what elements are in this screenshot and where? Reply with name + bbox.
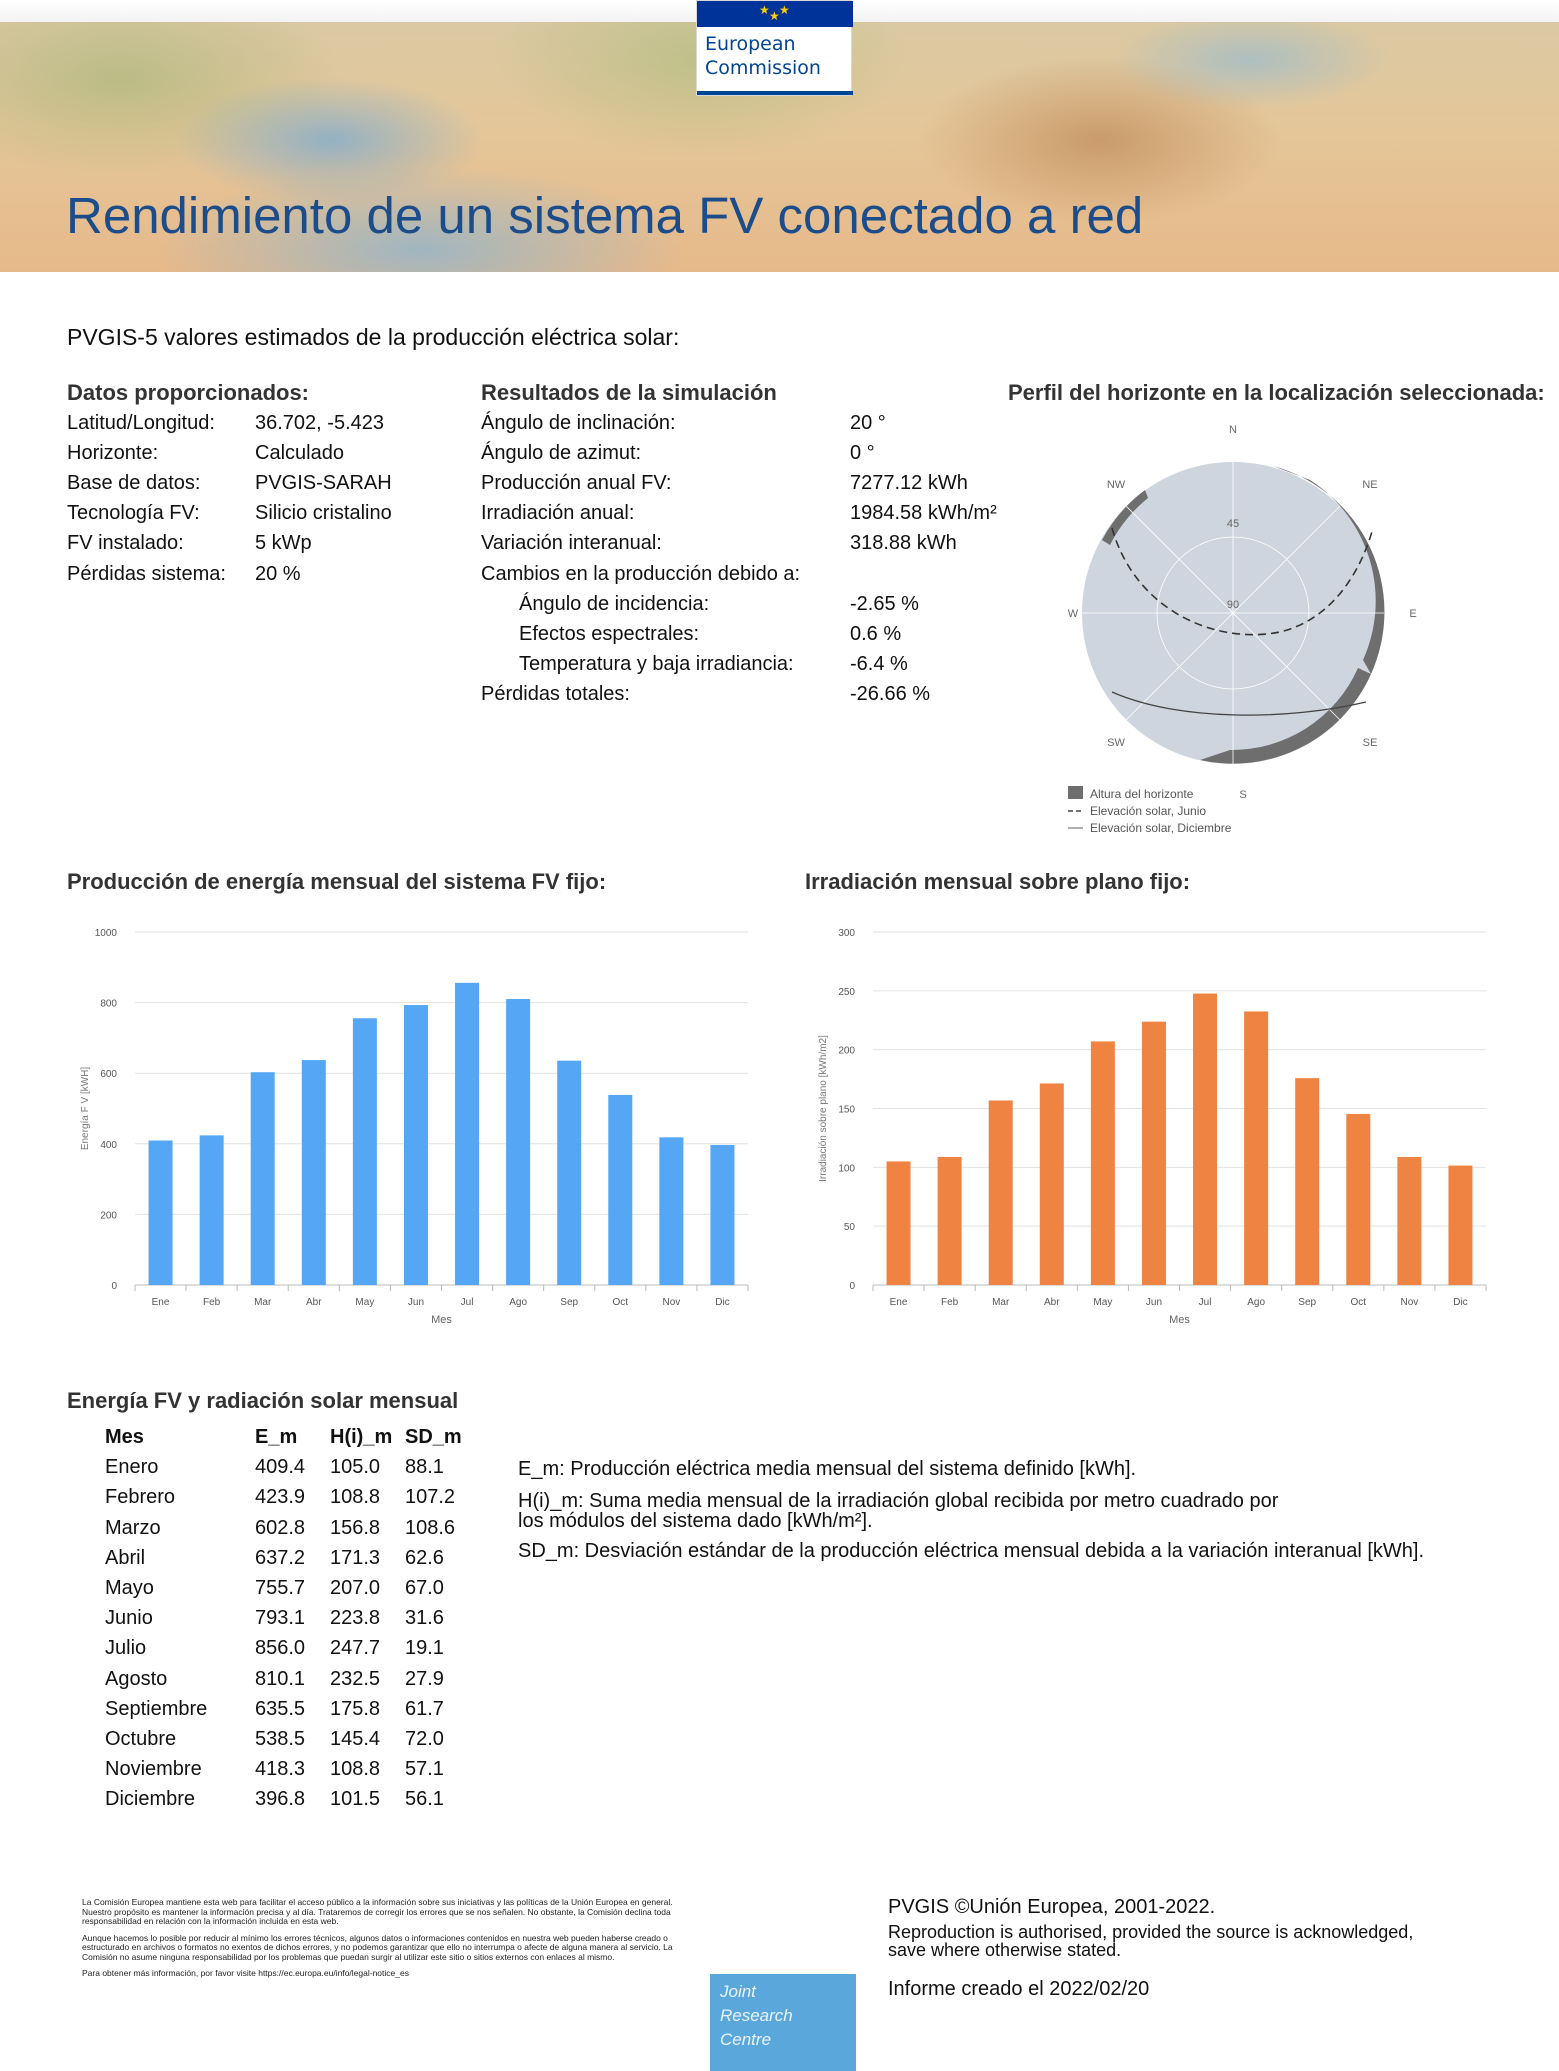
table-value-cell: 637.2 <box>255 1546 306 1569</box>
legal-paragraph: Para obtener más información, por favor visite https://ec.europa.eu/info/legal-notice_es <box>82 1968 409 1978</box>
resultado-value: 0 ° <box>850 442 875 464</box>
y-tick-label: 150 <box>838 1104 855 1116</box>
x-tick-label: Abr <box>1044 1297 1060 1308</box>
note-him-line1: H(i)_m: Suma media mensual de la irradiación global recibida por metro cuadrado por <box>518 1490 1279 1512</box>
table-value-cell: 409.4 <box>255 1456 306 1479</box>
resultado-value: 7277.12 kWh <box>850 472 968 494</box>
table-value-cell: 101.5 <box>330 1788 381 1811</box>
eu-flag-icon: ★ ★ ★ <box>697 1 853 27</box>
y-tick-label: 50 <box>843 1222 855 1234</box>
logo-text-line2: Commission <box>705 57 821 79</box>
table-value-cell: 72.0 <box>405 1728 444 1750</box>
copyright: PVGIS ©Unión Europea, 2001-2022. <box>888 1896 1216 1918</box>
x-tick-label: Jun <box>407 1297 425 1308</box>
direction-label: N <box>1229 424 1237 436</box>
datos-value: Calculado <box>255 442 344 464</box>
x-tick-label: Jun <box>1145 1297 1163 1308</box>
y-tick-label: 200 <box>838 1045 855 1057</box>
table-value-cell: 423.9 <box>255 1486 306 1509</box>
resultado-label: Variación interanual: <box>481 532 662 554</box>
table-header-cell: H(i)_m <box>330 1426 393 1448</box>
jrc-logo-text: Joint <box>720 1982 756 2001</box>
bar <box>302 1060 326 1285</box>
table-month-cell: Diciembre <box>105 1788 196 1811</box>
reproduction-line2: save where otherwise stated. <box>888 1940 1122 1960</box>
legend-swatch-horizon <box>1068 786 1083 799</box>
x-tick-label: Mar <box>254 1297 272 1308</box>
legend-label: Elevación solar, Diciembre <box>1090 821 1232 835</box>
legend-label: Elevación solar, Junio <box>1090 804 1207 818</box>
table-value-cell: 88.1 <box>405 1456 444 1479</box>
resultado-label: Temperatura y baja irradiancia: <box>519 653 794 675</box>
table-value-cell: 67.0 <box>405 1577 444 1599</box>
y-tick-label: 0 <box>111 1281 117 1292</box>
ring-label: 45 <box>1226 518 1240 530</box>
table-value-cell: 31.6 <box>405 1607 444 1630</box>
table-month-cell: Noviembre <box>105 1758 202 1781</box>
report-date: Informe creado el 2022/02/20 <box>888 1978 1150 2000</box>
x-tick-label: Ene <box>889 1297 908 1308</box>
x-tick-label: Oct <box>612 1297 629 1308</box>
x-tick-label: Ago <box>1247 1297 1266 1308</box>
datos-label: Base de datos: <box>67 472 201 494</box>
logo-text-line1: European <box>705 33 796 55</box>
table-value-cell: 57.1 <box>405 1758 444 1781</box>
resultado-value: -2.65 % <box>850 593 919 615</box>
resultados-title: Resultados de la simulación <box>481 380 777 405</box>
european-commission-logo <box>696 0 852 96</box>
table-month-cell: Enero <box>105 1456 159 1479</box>
y-tick-label: 250 <box>838 986 855 998</box>
table-value-cell: 635.5 <box>255 1697 306 1720</box>
x-tick-label: Sep <box>560 1297 579 1308</box>
resultado-label: Producción anual FV: <box>481 472 672 494</box>
resultado-label: Efectos espectrales: <box>519 623 700 645</box>
table-value-cell: 108.8 <box>330 1486 381 1509</box>
bar <box>1346 1114 1370 1285</box>
table-header-cell: Mes <box>105 1426 144 1448</box>
x-axis-label: Mes <box>431 1314 452 1326</box>
datos-value: PVGIS-SARAH <box>255 472 392 494</box>
x-tick-label: Sep <box>1298 1297 1317 1308</box>
table-header-cell: E_m <box>255 1426 298 1448</box>
datos-title: Datos proporcionados: <box>67 380 310 405</box>
resultado-value: 0.6 % <box>850 623 902 645</box>
page-title: Rendimiento de un sistema FV conectado a red <box>66 187 1144 244</box>
resultado-label: Ángulo de incidencia: <box>519 593 710 615</box>
bar <box>506 999 530 1285</box>
legal-notice <box>82 1898 692 1986</box>
bar <box>710 1145 734 1285</box>
x-tick-label: Oct <box>1350 1297 1367 1308</box>
y-tick-label: 400 <box>100 1139 117 1151</box>
table-value-cell: 755.7 <box>255 1577 306 1599</box>
legal-paragraph: Aunque hacemos lo posible por reducir al mínimo los errores técnicos, algunos datos o informaciones contenidos en nuestra web pueden haberse creado o estructurado en archivos o formatos no exentos de dichos errores, y no podemos garantizar que ello no interrumpa o afecte de alguna manera al servicio. La Comisión no asume ninguna responsabilidad por los problemas que puedan surgir al utilizar este sitio o sitios externos con enlaces al mismo. <box>82 1932 673 1962</box>
table-value-cell: 232.5 <box>330 1667 381 1690</box>
table-value-cell: 62.6 <box>405 1546 444 1569</box>
bar <box>1193 994 1217 1285</box>
y-axis-label: Energía F V [kWH] <box>80 1066 91 1151</box>
x-tick-label: May <box>1093 1297 1113 1308</box>
direction-label: NW <box>1106 479 1126 491</box>
table-value-cell: 793.1 <box>255 1607 306 1630</box>
table-value-cell: 175.8 <box>330 1697 381 1720</box>
table-value-cell: 810.1 <box>255 1667 306 1690</box>
note-em: E_m: Producción eléctrica media mensual del sistema definido [kWh]. <box>518 1458 1137 1480</box>
table-value-cell: 223.8 <box>330 1607 381 1630</box>
table-month-cell: Octubre <box>105 1728 177 1750</box>
resultado-value: 20 ° <box>850 412 886 434</box>
x-tick-label: Nov <box>662 1297 681 1308</box>
table-value-cell: 207.0 <box>330 1577 381 1599</box>
bar <box>1142 1022 1166 1285</box>
table-value-cell: 396.8 <box>255 1788 306 1811</box>
resultado-label: Cambios en la producción debido a: <box>481 563 801 585</box>
direction-label: W <box>1067 608 1079 620</box>
y-tick-label: 0 <box>849 1281 855 1292</box>
table-value-cell: 61.7 <box>405 1697 444 1720</box>
table-month-cell: Agosto <box>105 1667 168 1690</box>
table-value-cell: 107.2 <box>405 1486 456 1509</box>
resultado-label: Pérdidas totales: <box>481 683 630 705</box>
table-value-cell: 56.1 <box>405 1788 444 1811</box>
jrc-logo <box>710 1974 856 2071</box>
bar <box>1091 1041 1115 1285</box>
irradiation-chart-title: Irradiación mensual sobre plano fijo: <box>805 869 1191 894</box>
table-value-cell: 108.6 <box>405 1516 456 1539</box>
datos-value: 20 % <box>255 563 301 585</box>
resultado-value: 1984.58 kWh/m² <box>850 502 997 524</box>
direction-label: E <box>1409 608 1417 620</box>
table-value-cell: 108.8 <box>330 1758 381 1781</box>
y-tick-label: 100 <box>838 1163 855 1175</box>
x-tick-label: Jul <box>1198 1297 1212 1308</box>
table-value-cell: 19.1 <box>405 1637 444 1660</box>
x-tick-label: Jul <box>460 1297 474 1308</box>
table-value-cell: 247.7 <box>330 1637 381 1660</box>
datos-value: Silicio cristalino <box>255 502 392 524</box>
monthly-table-title: Energía FV y radiación solar mensual <box>67 1388 459 1413</box>
horizon-title: Perfil del horizonte en la localización seleccionada: <box>1008 380 1545 405</box>
ring-label: 90 <box>1226 599 1240 611</box>
direction-label: SE <box>1362 737 1378 749</box>
table-month-cell: Abril <box>105 1546 146 1569</box>
y-tick-label: 200 <box>100 1210 117 1222</box>
note-him-line2: los módulos del sistema dado [kWh/m²]. <box>518 1510 873 1532</box>
table-value-cell: 145.4 <box>330 1728 381 1750</box>
bar <box>557 1061 581 1285</box>
horizon-polar-plot <box>1040 410 1480 850</box>
datos-label: Tecnología FV: <box>67 502 200 524</box>
direction-label: SW <box>1107 737 1125 749</box>
resultado-label: Irradiación anual: <box>481 502 635 524</box>
table-month-cell: Febrero <box>105 1486 176 1509</box>
x-tick-label: Feb <box>941 1297 959 1308</box>
table-value-cell: 105.0 <box>330 1456 381 1479</box>
x-tick-label: Mar <box>992 1297 1010 1308</box>
x-tick-label: Ene <box>151 1297 170 1308</box>
bar <box>659 1137 683 1285</box>
table-value-cell: 538.5 <box>255 1728 306 1750</box>
table-value-cell: 602.8 <box>255 1516 306 1539</box>
table-value-cell: 156.8 <box>330 1516 381 1539</box>
resultado-value: 318.88 kWh <box>850 532 957 554</box>
intro-text: PVGIS-5 valores estimados de la producción eléctrica solar: <box>67 324 680 350</box>
jrc-logo-text: Research <box>720 2006 793 2025</box>
bar <box>989 1100 1013 1285</box>
table-value-cell: 27.9 <box>405 1667 444 1690</box>
reproduction-line1: Reproduction is authorised, provided the source is acknowledged, <box>888 1922 1414 1942</box>
x-tick-label: Nov <box>1400 1297 1419 1308</box>
y-tick-label: 600 <box>100 1069 117 1081</box>
bar <box>251 1072 275 1285</box>
bar <box>938 1157 962 1285</box>
energy-bar-chart <box>70 920 770 1340</box>
table-month-cell: Marzo <box>105 1516 161 1539</box>
x-tick-label: Feb <box>203 1297 221 1308</box>
bar <box>1295 1078 1319 1285</box>
resultado-value: -6.4 % <box>850 653 908 675</box>
bar <box>200 1135 224 1285</box>
datos-label: Horizonte: <box>67 442 159 464</box>
x-tick-label: May <box>355 1297 375 1308</box>
legal-paragraph: La Comisión Europea mantiene esta web para facilitar el acceso público a la información sobre sus iniciativas y las políticas de la Unión Europea en general. Nuestro propósito es mantener la información precisa y al día. Trataremos de corregir los errores que se nos señalen. No obstante, la Comisión declina toda responsabilidad en relación con la información incluida en esta web. <box>82 1897 673 1926</box>
x-tick-label: Ago <box>509 1297 528 1308</box>
datos-value: 36.702, -5.423 <box>255 412 384 434</box>
datos-label: Pérdidas sistema: <box>67 563 226 585</box>
y-tick-label: 1000 <box>94 928 117 939</box>
bar <box>455 983 479 1285</box>
datos-label: FV instalado: <box>67 532 184 554</box>
resultado-label: Ángulo de azimut: <box>481 442 642 464</box>
x-axis-label: Mes <box>1169 1314 1190 1326</box>
bar <box>887 1161 911 1285</box>
table-value-cell: 171.3 <box>330 1546 381 1569</box>
header-banner <box>0 0 1559 272</box>
y-tick-label: 300 <box>838 928 855 939</box>
bar <box>149 1140 173 1285</box>
note-sdm: SD_m: Desviación estándar de la producción eléctrica mensual debida a la variación interanual [kWh]. <box>518 1540 1425 1562</box>
legend-label: Altura del horizonte <box>1090 787 1194 801</box>
datos-value: 5 kWp <box>255 532 312 554</box>
bar <box>1040 1083 1064 1285</box>
bar <box>1244 1011 1268 1285</box>
resultado-label: Ángulo de inclinación: <box>481 412 676 434</box>
bar <box>353 1018 377 1285</box>
table-month-cell: Septiembre <box>105 1697 208 1720</box>
jrc-logo-text: Centre <box>720 2030 772 2049</box>
table-month-cell: Julio <box>105 1637 147 1660</box>
table-value-cell: 856.0 <box>255 1637 306 1660</box>
table-month-cell: Junio <box>105 1607 153 1630</box>
bar <box>404 1005 428 1285</box>
direction-label: NE <box>1362 479 1378 491</box>
direction-label: S <box>1239 789 1247 801</box>
x-tick-label: Dic <box>715 1297 730 1308</box>
x-tick-label: Abr <box>306 1297 322 1308</box>
bar <box>608 1095 632 1285</box>
x-tick-label: Dic <box>1453 1297 1468 1308</box>
table-value-cell: 418.3 <box>255 1758 306 1781</box>
resultado-value: -26.66 % <box>850 683 931 705</box>
bar <box>1448 1166 1472 1285</box>
energy-chart-title: Producción de energía mensual del sistema FV fijo: <box>67 869 607 894</box>
table-month-cell: Mayo <box>105 1577 154 1599</box>
y-tick-label: 800 <box>100 998 117 1010</box>
datos-label: Latitud/Longitud: <box>67 412 215 434</box>
y-axis-label: Irradiación sobre plano [kWh/m2] <box>818 1035 829 1182</box>
irradiation-bar-chart <box>808 920 1508 1340</box>
bar <box>1397 1157 1421 1285</box>
table-header-cell: SD_m <box>405 1426 462 1448</box>
